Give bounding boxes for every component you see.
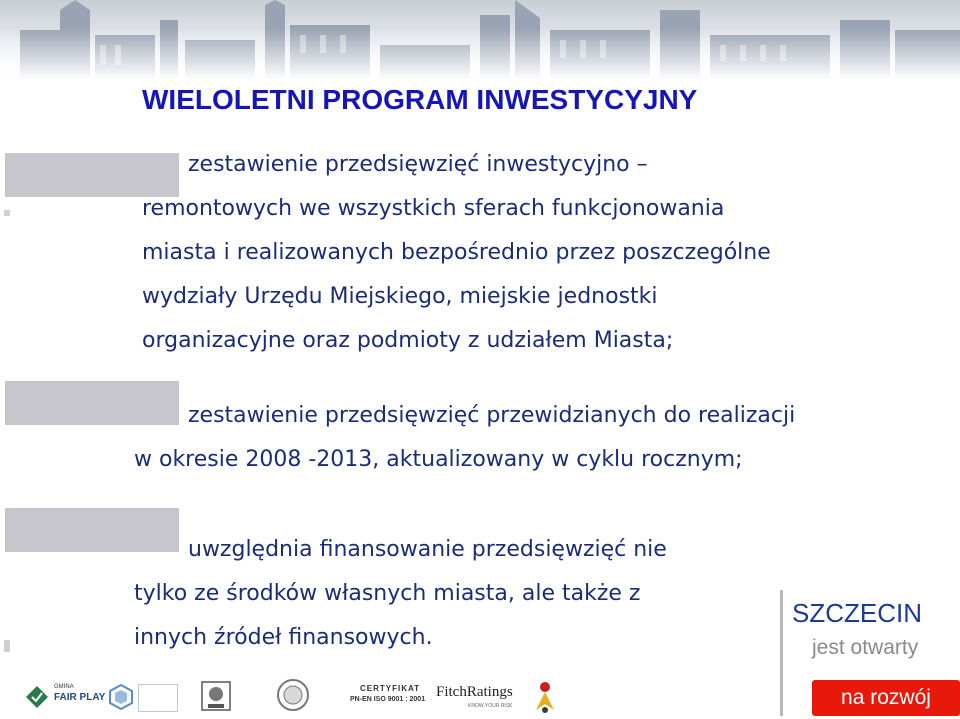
cert-title: CERTYFIKAT bbox=[360, 684, 421, 693]
text-block-3 bbox=[134, 528, 667, 660]
cta-button[interactable]: na rozwój bbox=[812, 680, 960, 716]
brand-divider bbox=[780, 590, 783, 716]
slide-title: WIELOLETNI PROGRAM INWESTYCYJNY bbox=[142, 84, 698, 115]
fair-play-small: GMINA bbox=[54, 684, 74, 690]
text-line: zestawienie przedsięwzięć przewidzianych do realizacji bbox=[188, 403, 796, 428]
decorative-dot bbox=[4, 640, 10, 652]
fair-play-check-icon bbox=[26, 686, 48, 708]
text-block-1 bbox=[142, 143, 771, 363]
quality-seal-icon bbox=[276, 678, 310, 712]
text-line: innych źródeł finansowych. bbox=[134, 625, 433, 650]
fair-play-label: FAIR PLAY bbox=[54, 692, 106, 703]
text-line: remontowych we wszystkich sferach funkcjonowania bbox=[142, 196, 725, 221]
fitch-ratings-logo: FitchRatings bbox=[436, 684, 513, 700]
text-line: organizacyjne oraz podmioty z udziałem Miasta; bbox=[142, 328, 674, 353]
poland-emblem-icon bbox=[108, 684, 134, 710]
text-block-2 bbox=[134, 394, 795, 482]
text-line: wydziały Urzędu Miejskiego, miejskie jednostki bbox=[142, 284, 658, 309]
text-line: w okresie 2008 -2013, aktualizowany w cyklu rocznym; bbox=[134, 447, 743, 472]
text-line: zestawienie przedsięwzięć inwestycyjno – bbox=[188, 152, 648, 177]
cert-standard: PN-EN ISO 9001 : 2001 bbox=[350, 696, 426, 703]
sponsor-logos bbox=[0, 676, 780, 716]
decorative-dot bbox=[4, 210, 10, 216]
text-line: miasta i realizowanych bezpośrednio przez poszczególne bbox=[142, 240, 771, 265]
brand-name: SZCZECIN bbox=[792, 598, 922, 628]
text-line: uwzględnia finansowanie przedsięwzięć nie bbox=[188, 537, 667, 562]
text-line: tylko ze środków własnych miasta, ale także z bbox=[134, 581, 641, 606]
investment-logo-icon bbox=[138, 684, 178, 712]
brand-tagline: jest otwarty bbox=[812, 636, 919, 659]
header-banner bbox=[0, 0, 960, 80]
award-figure-icon bbox=[530, 680, 560, 714]
coat-of-arms-icon bbox=[200, 680, 232, 712]
fitch-tagline: KNOW YOUR RISK bbox=[468, 703, 513, 709]
